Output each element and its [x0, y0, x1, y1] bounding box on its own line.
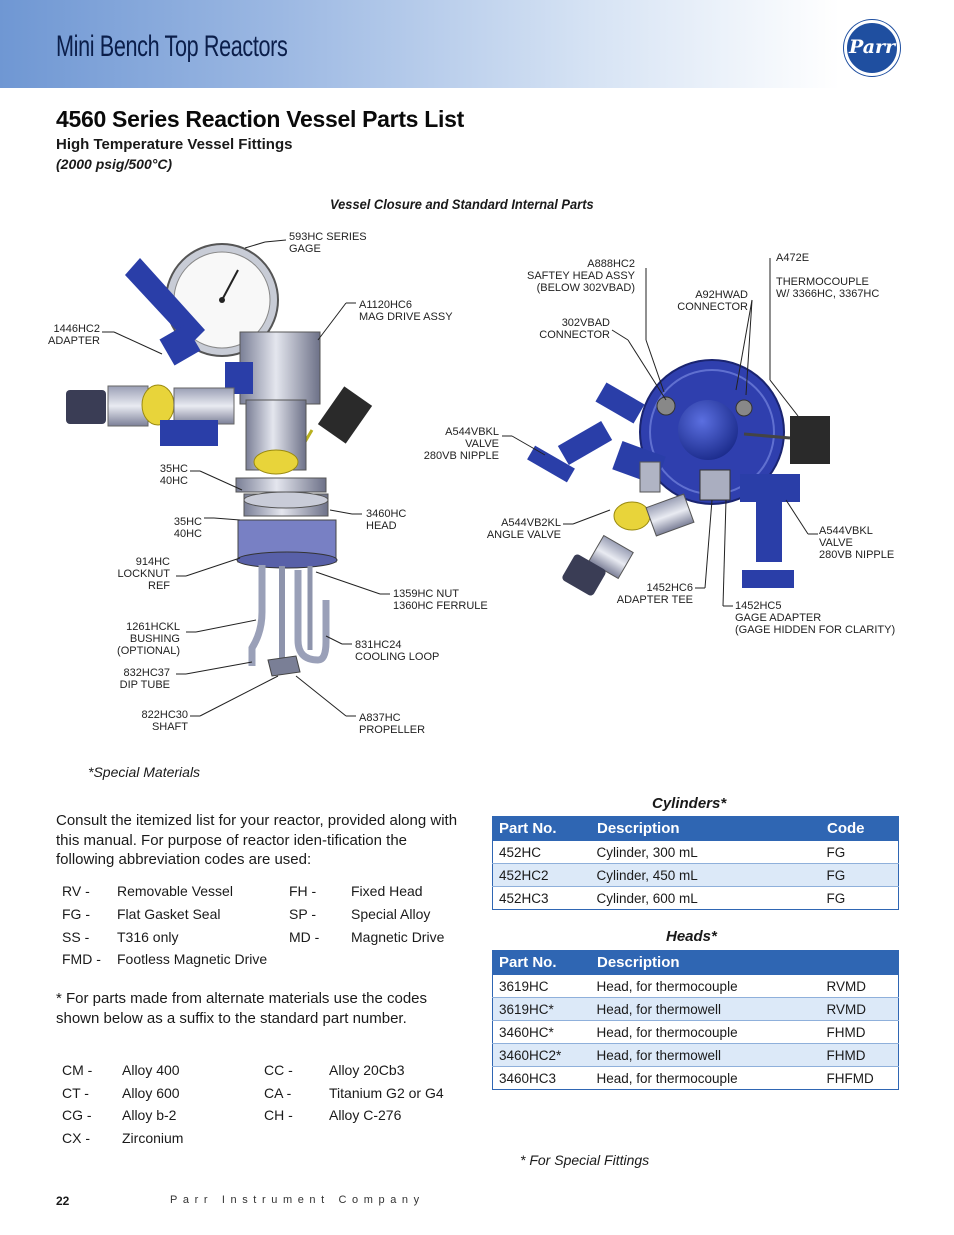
label-1452hc5: 1452HC5 GAGE ADAPTER (GAGE HIDDEN FOR CLARITY) [735, 600, 896, 636]
cell-code: RVMD [821, 998, 899, 1021]
special-materials-note: *Special Materials [88, 764, 201, 780]
cell-description: Head, for thermocouple [591, 975, 821, 998]
cell-code: FG [821, 841, 899, 864]
cell-part-no: 3619HC* [493, 998, 591, 1021]
special-fittings-footnote: * For Special Fittings [520, 1152, 650, 1168]
label-a888hc2: A888HC2 SAFTEY HEAD ASSY (BELOW 302VBAD) [526, 258, 635, 294]
cell-part-no: 3619HC [493, 975, 591, 998]
column-header: Description [591, 817, 821, 841]
table-row [493, 841, 899, 864]
cylinders-table [492, 816, 899, 910]
label-1446hc2: 1446HC2 ADAPTER [48, 323, 100, 347]
table-header-row [493, 817, 899, 841]
section-title: 4560 Series Reaction Vessel Parts List [56, 106, 464, 132]
logo-text: Parr [848, 36, 896, 58]
table-row [493, 1044, 899, 1067]
heads-caption: Heads* [666, 928, 717, 945]
table-row [493, 975, 899, 998]
table-row [493, 1021, 899, 1044]
intro-paragraph: Consult the itemized list for your reactor, provided along with this manual. For purpose of reactor iden-tification the following abbreviation codes are used: [56, 812, 458, 868]
label-1261hckl: 1261HCKL BUSHING (OPTIONAL) [117, 621, 180, 657]
table-row [493, 887, 899, 910]
label-302vbad: 302VBAD CONNECTOR [539, 317, 610, 341]
cell-description: Cylinder, 600 mL [591, 887, 821, 910]
label-35hc-a: 35HC 40HC [159, 463, 188, 487]
column-header: Part No. [493, 951, 591, 975]
cell-code: FHMD [821, 1021, 899, 1044]
column-header: Code [821, 817, 899, 841]
label-1359hc: 1359HC NUT 1360HC FERRULE [393, 588, 488, 612]
label-a544vbkl-left: A544VBKL VALVE 280VB NIPPLE [423, 426, 499, 462]
cell-description: Cylinder, 300 mL [591, 841, 821, 864]
label-35hc-b: 35HC 40HC [173, 516, 202, 540]
cell-part-no: 3460HC2* [493, 1044, 591, 1067]
cell-description: Head, for thermocouple [591, 1021, 821, 1044]
cell-part-no: 452HC3 [493, 887, 591, 910]
cell-description: Head, for thermowell [591, 998, 821, 1021]
page-title: Mini Bench Top Reactors [56, 30, 288, 63]
cell-code: FG [821, 887, 899, 910]
label-a544vb2kl: A544VB2KL ANGLE VALVE [486, 517, 561, 541]
alternate-materials-note: * For parts made from alternate materials use the codes shown below as a suffix to the standard part number. [56, 990, 428, 1027]
label-822hc30: 822HC30 SHAFT [141, 709, 188, 733]
right-assembly [527, 360, 830, 597]
left-reactor [66, 244, 372, 676]
table-row [493, 1067, 899, 1090]
figure-caption: Vessel Closure and Standard Internal Parts [330, 196, 594, 212]
table-row [493, 998, 899, 1021]
label-a544vbkl-right: A544VBKL VALVE 280VB NIPPLE [819, 525, 895, 561]
column-header: Part No. [493, 817, 591, 841]
cell-code: FHMD [821, 1044, 899, 1067]
label-1452hc6: 1452HC6 ADAPTER TEE [616, 582, 693, 606]
section-conditions: (2000 psig/500°C) [56, 156, 173, 172]
column-header [821, 951, 899, 975]
company-footer: Parr Instrument Company [170, 1194, 425, 1206]
cell-description: Cylinder, 450 mL [591, 864, 821, 887]
cell-part-no: 3460HC* [493, 1021, 591, 1044]
label-914hc: 914HC LOCKNUT REF [117, 556, 170, 592]
label-a472e: A472E THERMOCOUPLE W/ 3366HC, 3367HC [776, 252, 880, 300]
label-3460hc: 3460HC HEAD [366, 508, 407, 532]
page-number: 22 [56, 1194, 70, 1208]
column-header: Description [591, 951, 821, 975]
label-a1120hc6: A1120HC6 MAG DRIVE ASSY [359, 299, 453, 323]
section-subtitle: High Temperature Vessel Fittings [56, 136, 293, 153]
table-header-row [493, 951, 899, 975]
label-a92hwad: A92HWAD CONNECTOR [677, 289, 748, 313]
cell-code: FHFMD [821, 1067, 899, 1090]
reactor-diagram [0, 215, 954, 760]
parr-logo [844, 20, 900, 76]
cell-code: FG [821, 864, 899, 887]
cell-part-no: 452HC2 [493, 864, 591, 887]
heads-table [492, 950, 899, 1090]
table-row [493, 864, 899, 887]
label-832hc37: 832HC37 DIP TUBE [119, 667, 170, 691]
cell-part-no: 452HC [493, 841, 591, 864]
cell-code: RVMD [821, 975, 899, 998]
cell-description: Head, for thermowell [591, 1044, 821, 1067]
cell-part-no: 3460HC3 [493, 1067, 591, 1090]
cylinders-caption: Cylinders* [652, 795, 727, 812]
cell-description: Head, for thermocouple [591, 1067, 821, 1090]
label-593hc: 593HC SERIES GAGE [289, 231, 367, 255]
label-831hc24: 831HC24 COOLING LOOP [355, 639, 440, 663]
label-a837hc: A837HC PROPELLER [359, 712, 426, 736]
